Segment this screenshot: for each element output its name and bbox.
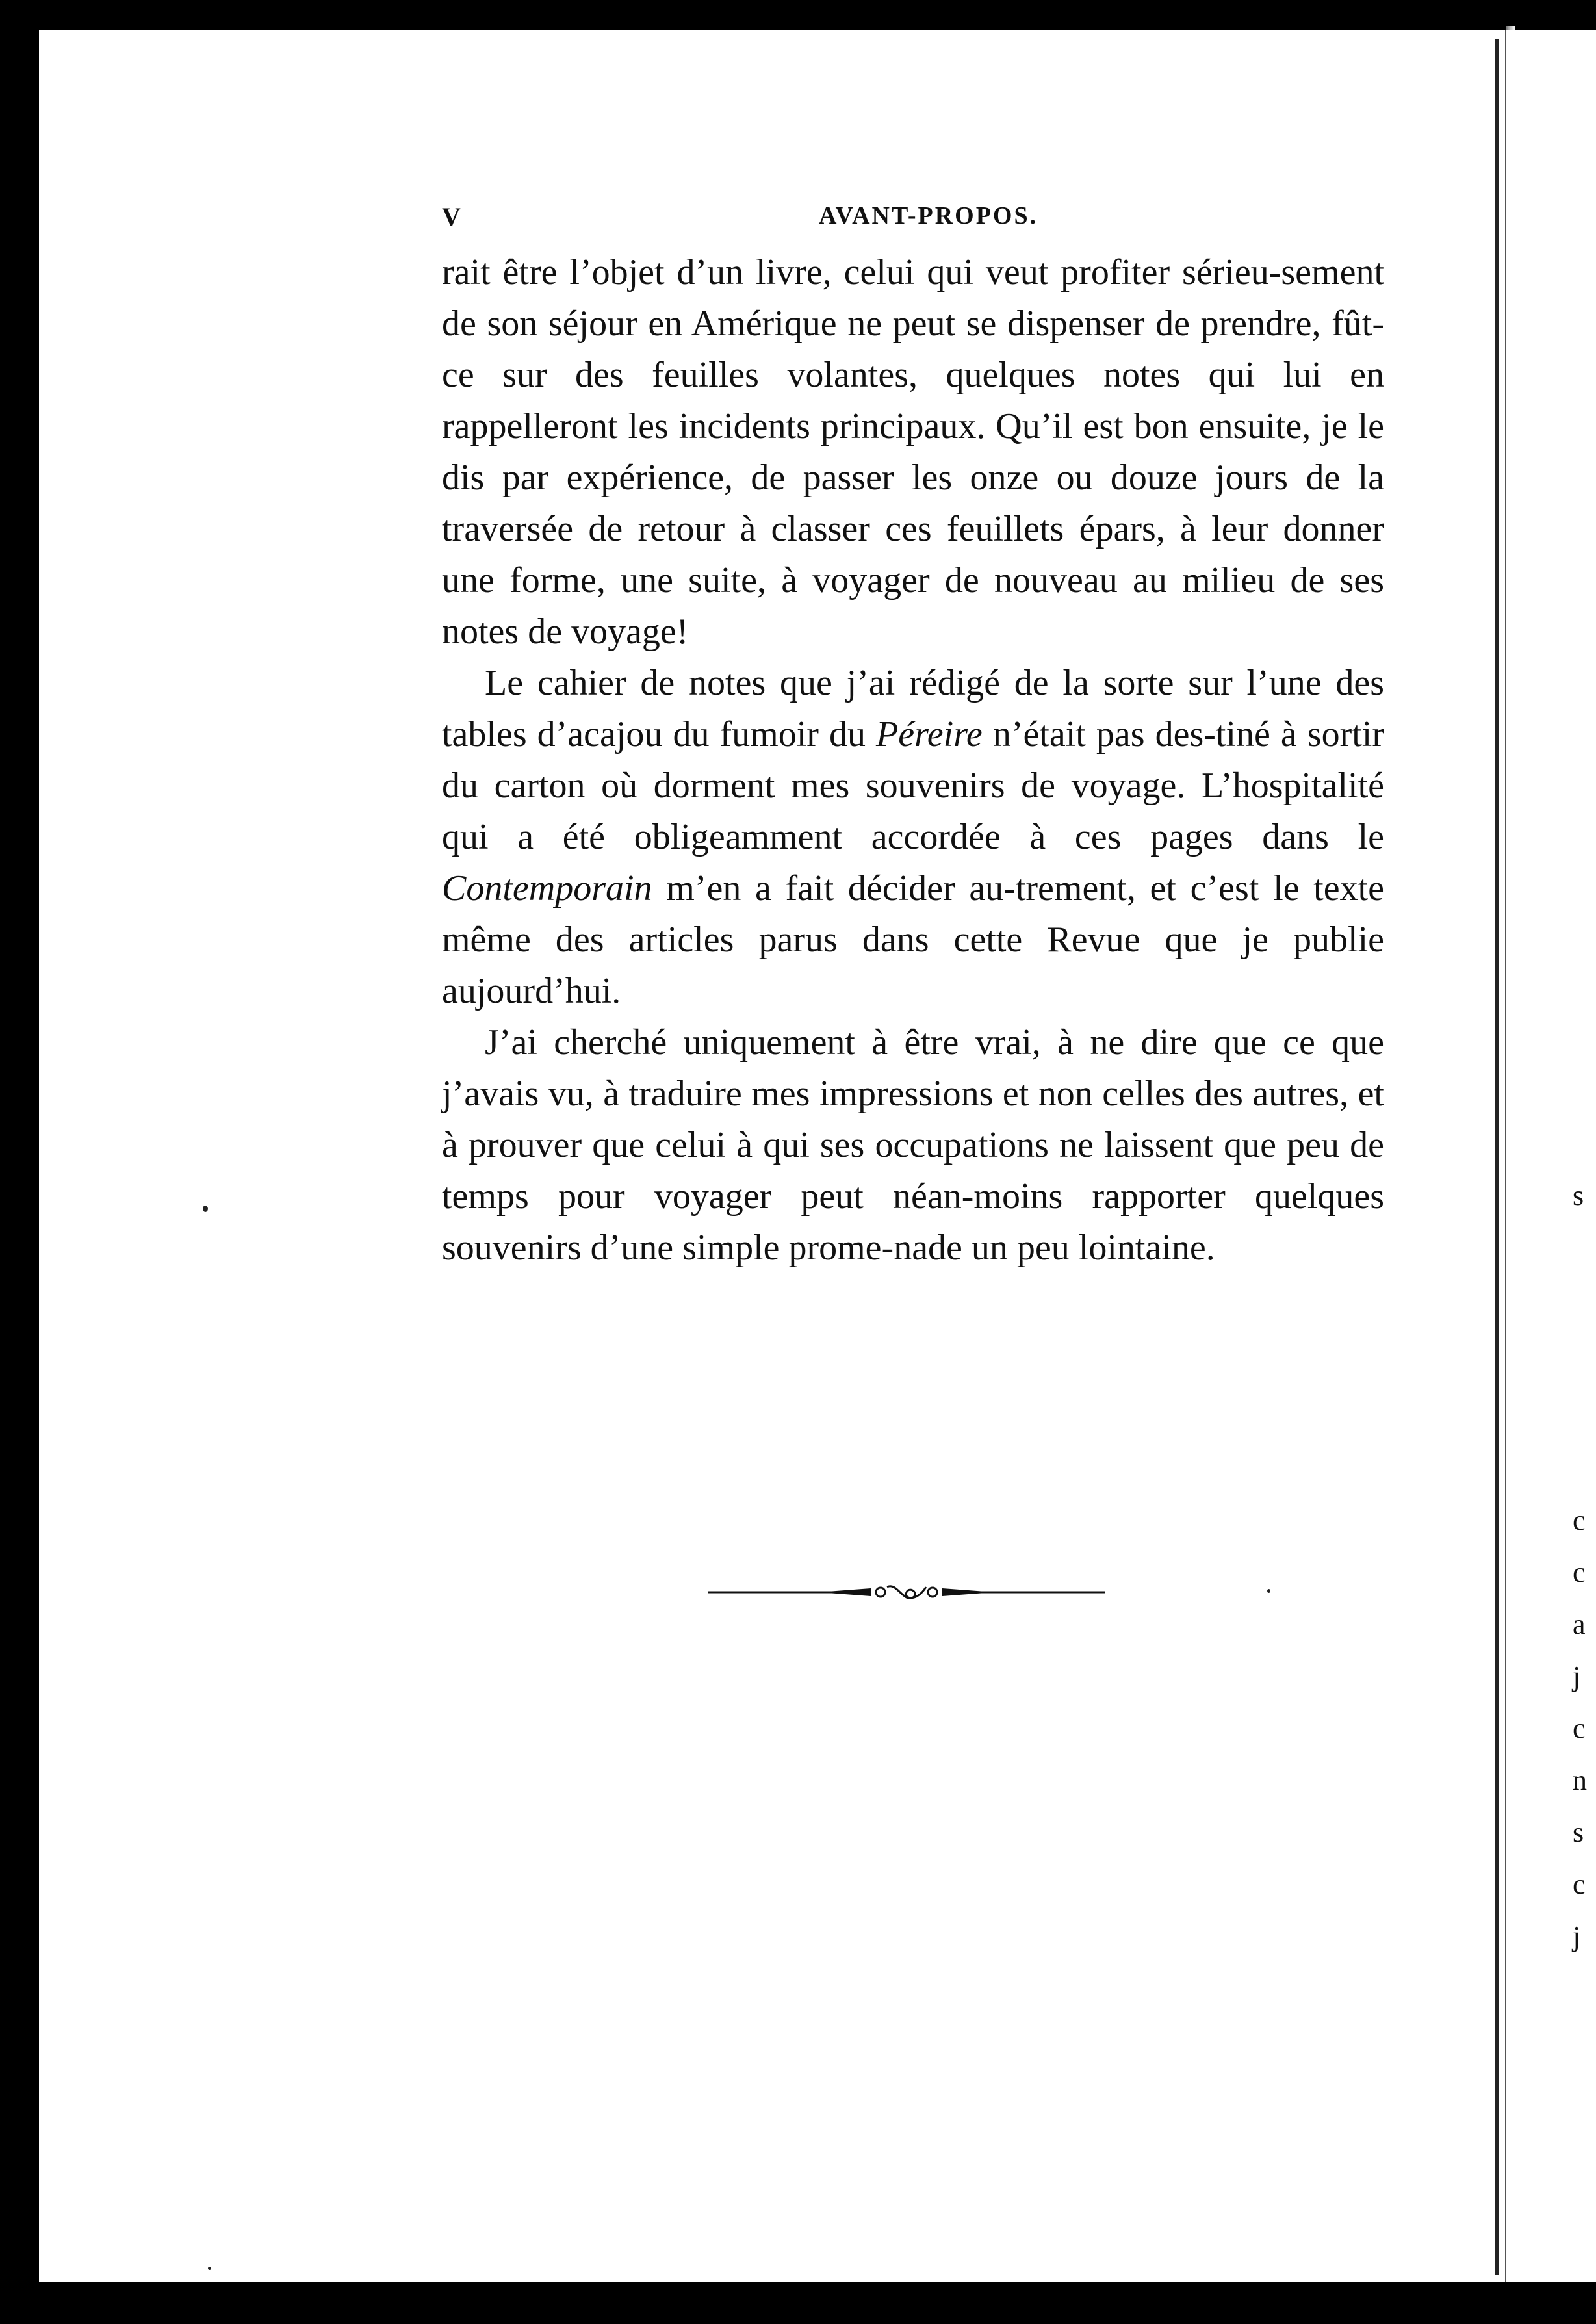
page-gutter-line: [1495, 39, 1499, 2275]
next-page-letters: [1573, 1170, 1596, 1963]
next-page-letter: n: [1573, 1764, 1587, 1796]
paragraph-2-text-middle: n’était pas des-tiné à sortir du carton où dorment mes souvenirs de voyage. L’hospitalité qui a été obligeamment accordée à ces pages dans le: [442, 714, 1384, 857]
ship-name-pereire: Péreire: [876, 714, 983, 755]
speck: [203, 1206, 208, 1212]
next-page-letter: c: [1573, 1712, 1586, 1744]
next-page-letter: s: [1573, 1180, 1584, 1211]
page-header: [442, 201, 1413, 240]
speck: [1267, 1589, 1270, 1593]
next-page-letter: c: [1573, 1868, 1586, 1900]
next-page-letter: a: [1573, 1608, 1586, 1640]
next-page-letter: c: [1573, 1504, 1586, 1536]
speck: [208, 2267, 211, 2270]
body-text: [442, 247, 1384, 1274]
next-page-letter: c: [1573, 1556, 1586, 1588]
next-page-letter: j: [1573, 1660, 1581, 1692]
decorative-rule-ornament: [708, 1579, 1105, 1605]
page-number: V: [442, 202, 461, 231]
next-page-letter: s: [1573, 1816, 1584, 1848]
paragraph-2-text-start: Le cahier de notes que j’ai rédigé de la sorte sur l’une des tables d’acajou du fumoir du: [442, 663, 1384, 755]
journal-name-contemporain: Contemporain: [442, 868, 652, 909]
spacer: [1573, 1222, 1596, 1495]
paragraph-3: J’ai cherché uniquement à être vrai, à ne dire que ce que j’avais vu, à traduire mes impressions et non celles des autres, et à prouver que celui à qui ses occupations ne laissent que peu de temps pour voyager peut néan-moins rapporter quelques souvenirs d’une simple prome-nade un peu lointaine.: [442, 1022, 1384, 1268]
next-page-letter: j: [1573, 1920, 1581, 1952]
running-head: AVANT-PROPOS.: [819, 202, 1038, 229]
paragraph-1: rait être l’objet d’un livre, celui qui veut profiter sérieu-sement de son séjour en Amérique ne peut se dispenser de prendre, fût-ce sur des feuilles volantes, quelques notes qui lui en rappelleront les incidents principaux. Qu’il est bon ensuite, je le dis par expérience, de passer les onze ou douze jours de la traversée de retour à classer ces feuillets épars, à leur donner une forme, une suite, à voyager de nouveau au milieu de ses notes de voyage!: [442, 252, 1384, 652]
paragraph-2: [442, 658, 1384, 1017]
paragraph-2-text-end: m’en a fait décider au-trement, et c’est le texte même des articles parus dans cette Revue que je publie aujourd’hui.: [442, 868, 1384, 1011]
